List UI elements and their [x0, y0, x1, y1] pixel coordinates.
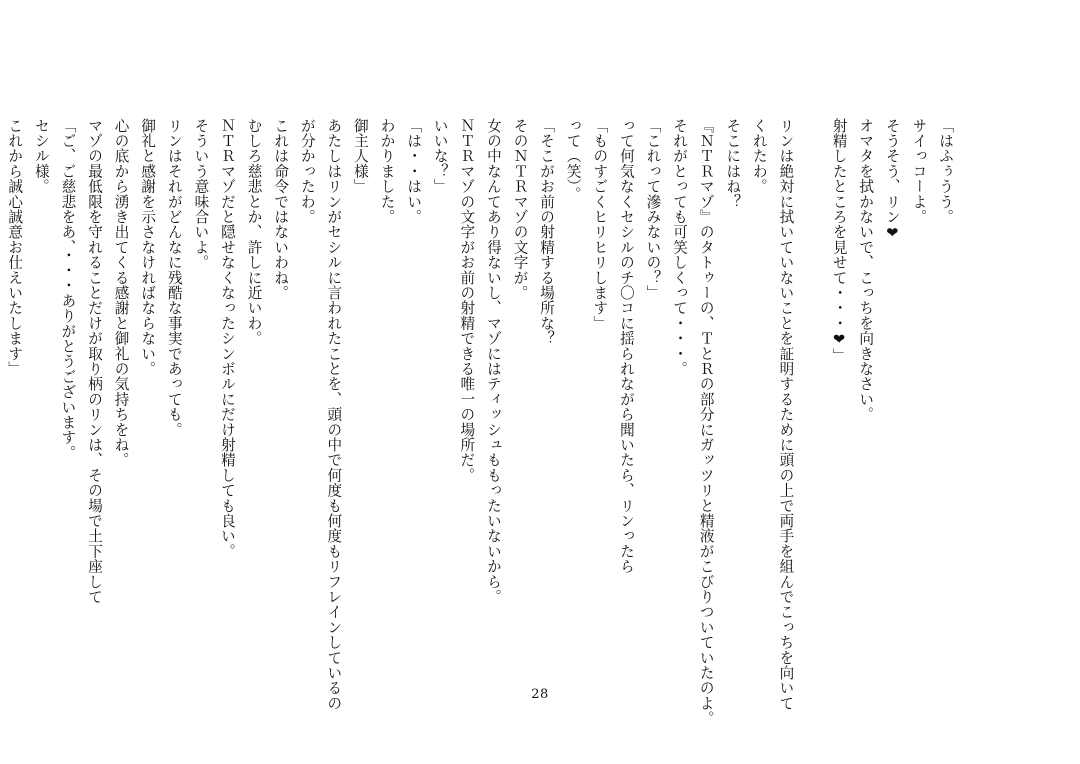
page-number: 28 — [531, 687, 549, 702]
text-line: って何気なくセシルのチ〇コに揺られながら聞いたら、リンったら — [617, 118, 635, 574]
text-line: そういう意味合いよ。 — [192, 118, 210, 270]
text-line: 『ＮＴＲマゾ』のタトゥーの、ＴとＲの部分にガッツリと精液がこびりついていたのよ。 — [697, 118, 715, 726]
text-line: いいな？」 — [431, 118, 449, 194]
text-line: ＮＴＲマゾだと隠せなくなったシンボルにだけ射精しても良い。 — [218, 118, 236, 559]
blank-line — [798, 118, 825, 678]
text-line: 「は・・はい。 — [405, 118, 423, 225]
text-line: リンはそれがどんなに残酷な事実であっても。 — [165, 118, 183, 438]
text-line: これから誠心誠意お仕えいたします」 — [6, 118, 24, 377]
text-line: そこにはね？ — [724, 118, 742, 210]
text-line: それがとっても可笑しくって・・・。 — [671, 118, 689, 377]
text-line: そうそう、リン❤ — [883, 118, 901, 242]
text-line: 御主人様」 — [351, 118, 369, 194]
text-line: くれたわ。 — [750, 118, 768, 194]
text-line: 「そこがお前の射精する場所な？ — [538, 118, 556, 346]
text-line: って（笑）。 — [564, 118, 582, 202]
text-line: むしろ慈悲とか、許しに近いわ。 — [245, 118, 263, 346]
text-line: オマタを拭かないで、こっちを向きなさい。 — [857, 118, 875, 422]
text-line: わかりました。 — [378, 118, 396, 225]
text-line: 心の底から湧き出てくる感謝と御礼の気持ちをね。 — [112, 118, 130, 468]
text-line: あたしはリンがセシルに言われたことを、頭の中で何度も何度もリフレインしているの — [325, 118, 343, 711]
text-line: マゾの最低限を守れることだけが取り柄のリンは、その場で土下座して — [86, 118, 103, 605]
text-line: 女の中なんてあり得ないし、マゾにはティッシュももったいないから。 — [484, 118, 502, 605]
text-line: サイっコーよ。 — [910, 118, 928, 225]
text-line: 「はふぅうう。 — [937, 118, 954, 225]
text-line: 御礼と感謝を示さなければならない。 — [139, 118, 157, 377]
text-line: そのＮＴＲマゾの文字が。 — [511, 118, 529, 301]
text-line: セシル様。 — [32, 118, 50, 194]
text-line: ＮＴＲマゾの文字がお前の射精できる唯一の場所だ。 — [458, 118, 476, 483]
text-line: 射精したところを見せて・・・❤」 — [830, 118, 848, 364]
text-line: 「ものすごくヒリヒリします」 — [591, 118, 609, 331]
text-line: これは命令ではないわね。 — [272, 118, 290, 301]
text-line: が分かったわ。 — [298, 118, 316, 225]
text-line: 「ご、ご慈悲をあ、・・・ありがとうございます。 — [59, 118, 77, 461]
text-line: リンは絶対に拭いていないことを証明するために頭の上で両手を組んでこっちを向いて — [777, 118, 795, 711]
text-line: 「これって滲みないの？」 — [644, 118, 662, 301]
